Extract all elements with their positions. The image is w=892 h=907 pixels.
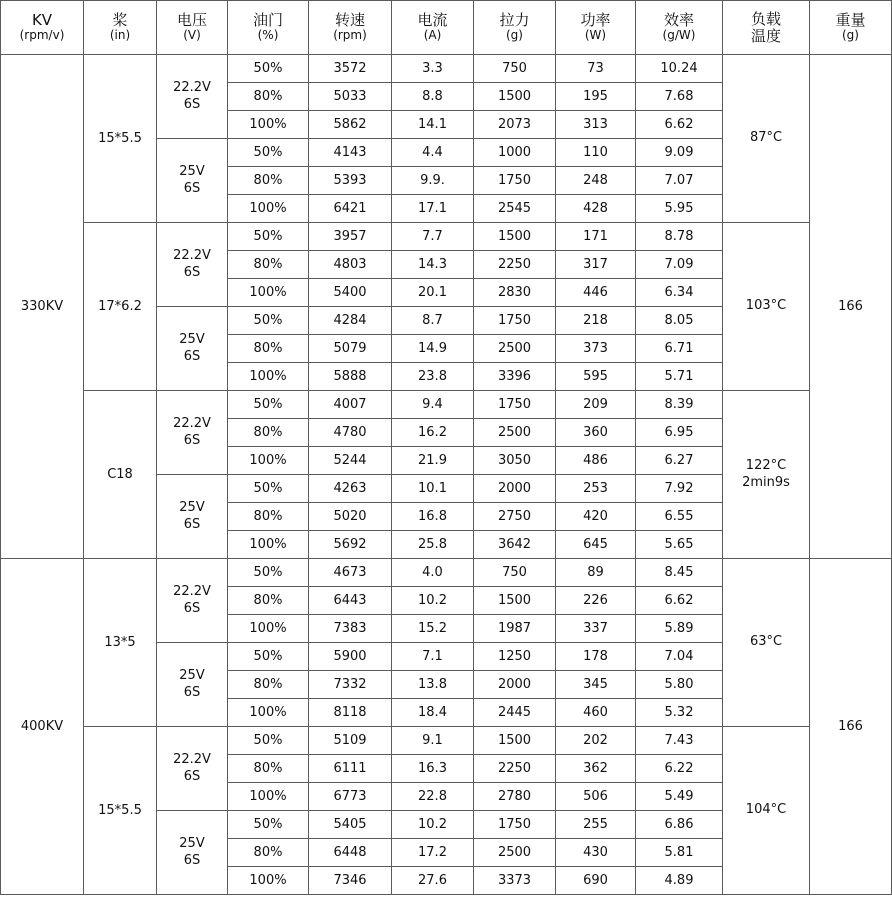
voltage-cell <box>157 559 228 643</box>
voltage-cell <box>157 475 228 559</box>
voltage-cell <box>157 811 228 895</box>
throttle-cell: 50% <box>228 307 309 335</box>
kv-cell: 330KV <box>1 55 84 559</box>
efficiency-cell: 7.04 <box>636 643 723 671</box>
efficiency-cell: 7.07 <box>636 167 723 195</box>
thrust-cell: 2545 <box>474 195 556 223</box>
rpm-cell: 6448 <box>309 839 392 867</box>
voltage-cell-line-1: 25V <box>179 332 205 348</box>
rpm-cell: 5393 <box>309 167 392 195</box>
power-cell: 486 <box>556 447 636 475</box>
header-power-unit: (W) <box>584 28 607 43</box>
efficiency-cell: 7.09 <box>636 251 723 279</box>
thrust-cell: 1750 <box>474 811 556 839</box>
throttle-cell: 80% <box>228 671 309 699</box>
throttle-cell: 100% <box>228 615 309 643</box>
thrust-cell: 1500 <box>474 587 556 615</box>
efficiency-cell: 6.71 <box>636 335 723 363</box>
throttle-cell: 50% <box>228 223 309 251</box>
efficiency-cell: 8.05 <box>636 307 723 335</box>
header-prop-unit: (in) <box>109 28 131 43</box>
throttle-cell: 50% <box>228 139 309 167</box>
rpm-cell: 5405 <box>309 811 392 839</box>
throttle-cell: 100% <box>228 195 309 223</box>
header-temp <box>723 1 810 55</box>
voltage-cell-line-2: 6S <box>183 852 201 868</box>
rpm-cell: 4007 <box>309 391 392 419</box>
header-weight-label: 重量 <box>835 11 866 30</box>
thrust-cell: 3373 <box>474 867 556 895</box>
current-cell: 9.4 <box>392 391 474 419</box>
voltage-cell-line-1: 25V <box>179 836 205 852</box>
header-prop-label: 桨 <box>112 11 128 30</box>
temp-cell-line-1: 104°C <box>745 802 787 818</box>
voltage-cell <box>157 55 228 139</box>
header-current <box>392 1 474 55</box>
current-cell: 16.2 <box>392 419 474 447</box>
header-thrust-label: 拉力 <box>499 11 530 30</box>
efficiency-cell: 8.45 <box>636 559 723 587</box>
kv-cell: 400KV <box>1 559 84 895</box>
efficiency-cell: 4.89 <box>636 867 723 895</box>
rpm-cell: 5400 <box>309 279 392 307</box>
throttle-cell: 100% <box>228 783 309 811</box>
throttle-cell: 50% <box>228 391 309 419</box>
throttle-cell: 80% <box>228 503 309 531</box>
efficiency-cell: 6.86 <box>636 811 723 839</box>
temp-cell <box>723 55 810 223</box>
rpm-cell: 4284 <box>309 307 392 335</box>
thrust-cell: 750 <box>474 559 556 587</box>
power-cell: 178 <box>556 643 636 671</box>
header-rpm-unit: (rpm) <box>333 28 367 43</box>
thrust-cell: 1750 <box>474 167 556 195</box>
efficiency-cell: 5.95 <box>636 195 723 223</box>
power-cell: 202 <box>556 727 636 755</box>
header-kv <box>1 1 84 55</box>
header-rpm-label: 转速 <box>334 11 365 30</box>
temp-cell-line-1: 103°C <box>745 298 787 314</box>
voltage-cell-line-2: 6S <box>183 600 201 616</box>
table-row <box>1 223 892 251</box>
efficiency-cell: 7.43 <box>636 727 723 755</box>
header-power <box>556 1 636 55</box>
power-cell: 420 <box>556 503 636 531</box>
rpm-cell: 5033 <box>309 83 392 111</box>
temp-cell <box>723 727 810 895</box>
thrust-cell: 2750 <box>474 503 556 531</box>
power-cell: 209 <box>556 391 636 419</box>
efficiency-cell: 6.95 <box>636 419 723 447</box>
throttle-cell: 100% <box>228 363 309 391</box>
current-cell: 18.4 <box>392 699 474 727</box>
power-cell: 446 <box>556 279 636 307</box>
current-cell: 20.1 <box>392 279 474 307</box>
thrust-cell: 2073 <box>474 111 556 139</box>
voltage-cell-line-1: 25V <box>179 668 205 684</box>
throttle-cell: 100% <box>228 867 309 895</box>
power-cell: 248 <box>556 167 636 195</box>
rpm-cell: 3572 <box>309 55 392 83</box>
thrust-cell: 1500 <box>474 83 556 111</box>
power-cell: 255 <box>556 811 636 839</box>
voltage-cell-line-2: 6S <box>183 516 201 532</box>
thrust-cell: 2250 <box>474 755 556 783</box>
efficiency-cell: 6.62 <box>636 587 723 615</box>
header-temp-label-2: 温度 <box>750 26 781 45</box>
thrust-cell: 1750 <box>474 391 556 419</box>
voltage-cell-line-1: 25V <box>179 164 205 180</box>
power-cell: 218 <box>556 307 636 335</box>
temp-cell-line-1: 63°C <box>749 634 783 650</box>
temp-cell <box>723 391 810 559</box>
header-weight-unit: (g) <box>842 28 859 43</box>
rpm-cell: 7332 <box>309 671 392 699</box>
throttle-cell: 80% <box>228 251 309 279</box>
power-cell: 253 <box>556 475 636 503</box>
rpm-cell: 4143 <box>309 139 392 167</box>
header-voltage-unit: (V) <box>183 28 201 43</box>
efficiency-cell: 6.62 <box>636 111 723 139</box>
throttle-cell: 50% <box>228 643 309 671</box>
throttle-cell: 100% <box>228 531 309 559</box>
power-cell: 195 <box>556 83 636 111</box>
power-cell: 171 <box>556 223 636 251</box>
throttle-cell: 50% <box>228 559 309 587</box>
efficiency-cell: 9.09 <box>636 139 723 167</box>
current-cell: 7.7 <box>392 223 474 251</box>
thrust-cell: 1987 <box>474 615 556 643</box>
power-cell: 595 <box>556 363 636 391</box>
temp-cell-line-1: 87°C <box>749 130 783 146</box>
prop-cell: 13*5 <box>84 559 157 727</box>
throttle-cell: 80% <box>228 83 309 111</box>
rpm-cell: 6443 <box>309 587 392 615</box>
voltage-cell-line-1: 22.2V <box>173 752 211 768</box>
power-cell: 317 <box>556 251 636 279</box>
current-cell: 21.9 <box>392 447 474 475</box>
header-throttle-label: 油门 <box>252 11 283 30</box>
voltage-cell-line-2: 6S <box>183 348 201 364</box>
efficiency-cell: 8.78 <box>636 223 723 251</box>
voltage-cell <box>157 727 228 811</box>
efficiency-cell: 6.34 <box>636 279 723 307</box>
thrust-cell: 750 <box>474 55 556 83</box>
current-cell: 7.1 <box>392 643 474 671</box>
thrust-cell: 2445 <box>474 699 556 727</box>
header-thrust-unit: (g) <box>506 28 523 43</box>
thrust-cell: 1500 <box>474 727 556 755</box>
rpm-cell: 5079 <box>309 335 392 363</box>
efficiency-cell: 8.39 <box>636 391 723 419</box>
temp-cell-line-2: 2min9s <box>742 474 790 490</box>
prop-cell: C18 <box>84 391 157 559</box>
current-cell: 10.1 <box>392 475 474 503</box>
rpm-cell: 5244 <box>309 447 392 475</box>
prop-cell: 15*5.5 <box>84 727 157 895</box>
header-weight <box>810 1 892 55</box>
throttle-cell: 50% <box>228 55 309 83</box>
voltage-cell <box>157 643 228 727</box>
throttle-cell: 80% <box>228 167 309 195</box>
header-voltage <box>157 1 228 55</box>
temp-cell <box>723 559 810 727</box>
efficiency-cell: 7.68 <box>636 83 723 111</box>
header-rpm <box>309 1 392 55</box>
power-cell: 73 <box>556 55 636 83</box>
current-cell: 25.8 <box>392 531 474 559</box>
weight-cell: 166 <box>810 559 892 895</box>
power-cell: 226 <box>556 587 636 615</box>
power-cell: 360 <box>556 419 636 447</box>
efficiency-cell: 6.22 <box>636 755 723 783</box>
current-cell: 8.8 <box>392 83 474 111</box>
voltage-cell <box>157 139 228 223</box>
throttle-cell: 80% <box>228 839 309 867</box>
header-current-unit: (A) <box>423 28 442 43</box>
table-row <box>1 727 892 755</box>
throttle-cell: 50% <box>228 727 309 755</box>
current-cell: 8.7 <box>392 307 474 335</box>
rpm-cell: 5109 <box>309 727 392 755</box>
thrust-cell: 2250 <box>474 251 556 279</box>
efficiency-cell: 6.27 <box>636 447 723 475</box>
power-cell: 345 <box>556 671 636 699</box>
efficiency-cell: 7.92 <box>636 475 723 503</box>
thrust-cell: 1000 <box>474 139 556 167</box>
current-cell: 17.2 <box>392 839 474 867</box>
current-cell: 22.8 <box>392 783 474 811</box>
power-cell: 460 <box>556 699 636 727</box>
thrust-cell: 2780 <box>474 783 556 811</box>
thrust-cell: 3050 <box>474 447 556 475</box>
throttle-cell: 50% <box>228 475 309 503</box>
voltage-cell-line-2: 6S <box>183 96 201 112</box>
prop-cell: 17*6.2 <box>84 223 157 391</box>
power-cell: 373 <box>556 335 636 363</box>
current-cell: 3.3 <box>392 55 474 83</box>
efficiency-cell: 5.89 <box>636 615 723 643</box>
header-prop <box>84 1 157 55</box>
current-cell: 16.3 <box>392 755 474 783</box>
voltage-cell <box>157 391 228 475</box>
rpm-cell: 7346 <box>309 867 392 895</box>
rpm-cell: 5020 <box>309 503 392 531</box>
voltage-cell-line-2: 6S <box>183 180 201 196</box>
header-kv-unit: (rpm/v) <box>19 28 65 43</box>
throttle-cell: 100% <box>228 111 309 139</box>
current-cell: 16.8 <box>392 503 474 531</box>
power-cell: 110 <box>556 139 636 167</box>
thrust-cell: 2500 <box>474 335 556 363</box>
thrust-cell: 1500 <box>474 223 556 251</box>
header-kv-label: KV <box>31 11 53 30</box>
thrust-cell: 1250 <box>474 643 556 671</box>
thrust-cell: 3396 <box>474 363 556 391</box>
thrust-cell: 2000 <box>474 475 556 503</box>
thrust-cell: 2000 <box>474 671 556 699</box>
power-cell: 690 <box>556 867 636 895</box>
efficiency-cell: 5.49 <box>636 783 723 811</box>
voltage-cell-line-2: 6S <box>183 684 201 700</box>
thrust-cell: 1750 <box>474 307 556 335</box>
table-row <box>1 391 892 419</box>
voltage-cell-line-1: 22.2V <box>173 584 211 600</box>
voltage-cell-line-1: 22.2V <box>173 248 211 264</box>
header-efficiency <box>636 1 723 55</box>
efficiency-cell: 5.65 <box>636 531 723 559</box>
voltage-cell <box>157 223 228 307</box>
current-cell: 4.0 <box>392 559 474 587</box>
power-cell: 362 <box>556 755 636 783</box>
efficiency-cell: 5.32 <box>636 699 723 727</box>
efficiency-cell: 5.80 <box>636 671 723 699</box>
header-efficiency-label: 效率 <box>663 11 694 30</box>
power-cell: 89 <box>556 559 636 587</box>
rpm-cell: 4780 <box>309 419 392 447</box>
temp-cell-line-1: 122°C <box>745 458 787 474</box>
rpm-cell: 5862 <box>309 111 392 139</box>
throttle-cell: 50% <box>228 811 309 839</box>
voltage-cell-line-2: 6S <box>183 432 201 448</box>
current-cell: 23.8 <box>392 363 474 391</box>
current-cell: 14.1 <box>392 111 474 139</box>
header-power-label: 功率 <box>580 11 611 30</box>
voltage-cell-line-2: 6S <box>183 768 201 784</box>
current-cell: 10.2 <box>392 587 474 615</box>
throttle-cell: 80% <box>228 335 309 363</box>
power-cell: 430 <box>556 839 636 867</box>
rpm-cell: 5900 <box>309 643 392 671</box>
rpm-cell: 4803 <box>309 251 392 279</box>
current-cell: 14.9 <box>392 335 474 363</box>
current-cell: 27.6 <box>392 867 474 895</box>
header-current-label: 电流 <box>417 11 448 30</box>
throttle-cell: 100% <box>228 699 309 727</box>
rpm-cell: 6111 <box>309 755 392 783</box>
header-thrust <box>474 1 556 55</box>
power-cell: 313 <box>556 111 636 139</box>
thrust-cell: 2500 <box>474 419 556 447</box>
current-cell: 14.3 <box>392 251 474 279</box>
table-row <box>1 559 892 587</box>
power-cell: 506 <box>556 783 636 811</box>
voltage-cell-line-2: 6S <box>183 264 201 280</box>
rpm-cell: 6773 <box>309 783 392 811</box>
rpm-cell: 5692 <box>309 531 392 559</box>
thrust-cell: 3642 <box>474 531 556 559</box>
power-cell: 428 <box>556 195 636 223</box>
weight-cell: 166 <box>810 55 892 559</box>
header-throttle-unit: (%) <box>257 28 279 43</box>
header-row <box>1 1 892 55</box>
voltage-cell-line-1: 25V <box>179 500 205 516</box>
power-cell: 645 <box>556 531 636 559</box>
power-cell: 337 <box>556 615 636 643</box>
throttle-cell: 80% <box>228 587 309 615</box>
efficiency-cell: 5.71 <box>636 363 723 391</box>
throttle-cell: 100% <box>228 279 309 307</box>
current-cell: 15.2 <box>392 615 474 643</box>
throttle-cell: 100% <box>228 447 309 475</box>
current-cell: 9.1 <box>392 727 474 755</box>
temp-cell <box>723 223 810 391</box>
current-cell: 9.9. <box>392 167 474 195</box>
voltage-cell-line-1: 22.2V <box>173 416 211 432</box>
rpm-cell: 4263 <box>309 475 392 503</box>
thrust-cell: 2500 <box>474 839 556 867</box>
throttle-cell: 80% <box>228 419 309 447</box>
efficiency-cell: 10.24 <box>636 55 723 83</box>
header-temp-label: 负载 <box>750 9 781 28</box>
rpm-cell: 4673 <box>309 559 392 587</box>
rpm-cell: 8118 <box>309 699 392 727</box>
throttle-cell: 80% <box>228 755 309 783</box>
current-cell: 10.2 <box>392 811 474 839</box>
rpm-cell: 5888 <box>309 363 392 391</box>
header-throttle <box>228 1 309 55</box>
rpm-cell: 6421 <box>309 195 392 223</box>
current-cell: 17.1 <box>392 195 474 223</box>
prop-cell: 15*5.5 <box>84 55 157 223</box>
efficiency-cell: 6.55 <box>636 503 723 531</box>
spec-body <box>1 55 892 895</box>
current-cell: 4.4 <box>392 139 474 167</box>
rpm-cell: 7383 <box>309 615 392 643</box>
current-cell: 13.8 <box>392 671 474 699</box>
header-voltage-label: 电压 <box>176 11 207 30</box>
voltage-cell <box>157 307 228 391</box>
rpm-cell: 3957 <box>309 223 392 251</box>
voltage-cell-line-1: 22.2V <box>173 80 211 96</box>
thrust-cell: 2830 <box>474 279 556 307</box>
header-efficiency-unit: (g/W) <box>662 28 696 43</box>
efficiency-cell: 5.81 <box>636 839 723 867</box>
table-row <box>1 55 892 83</box>
